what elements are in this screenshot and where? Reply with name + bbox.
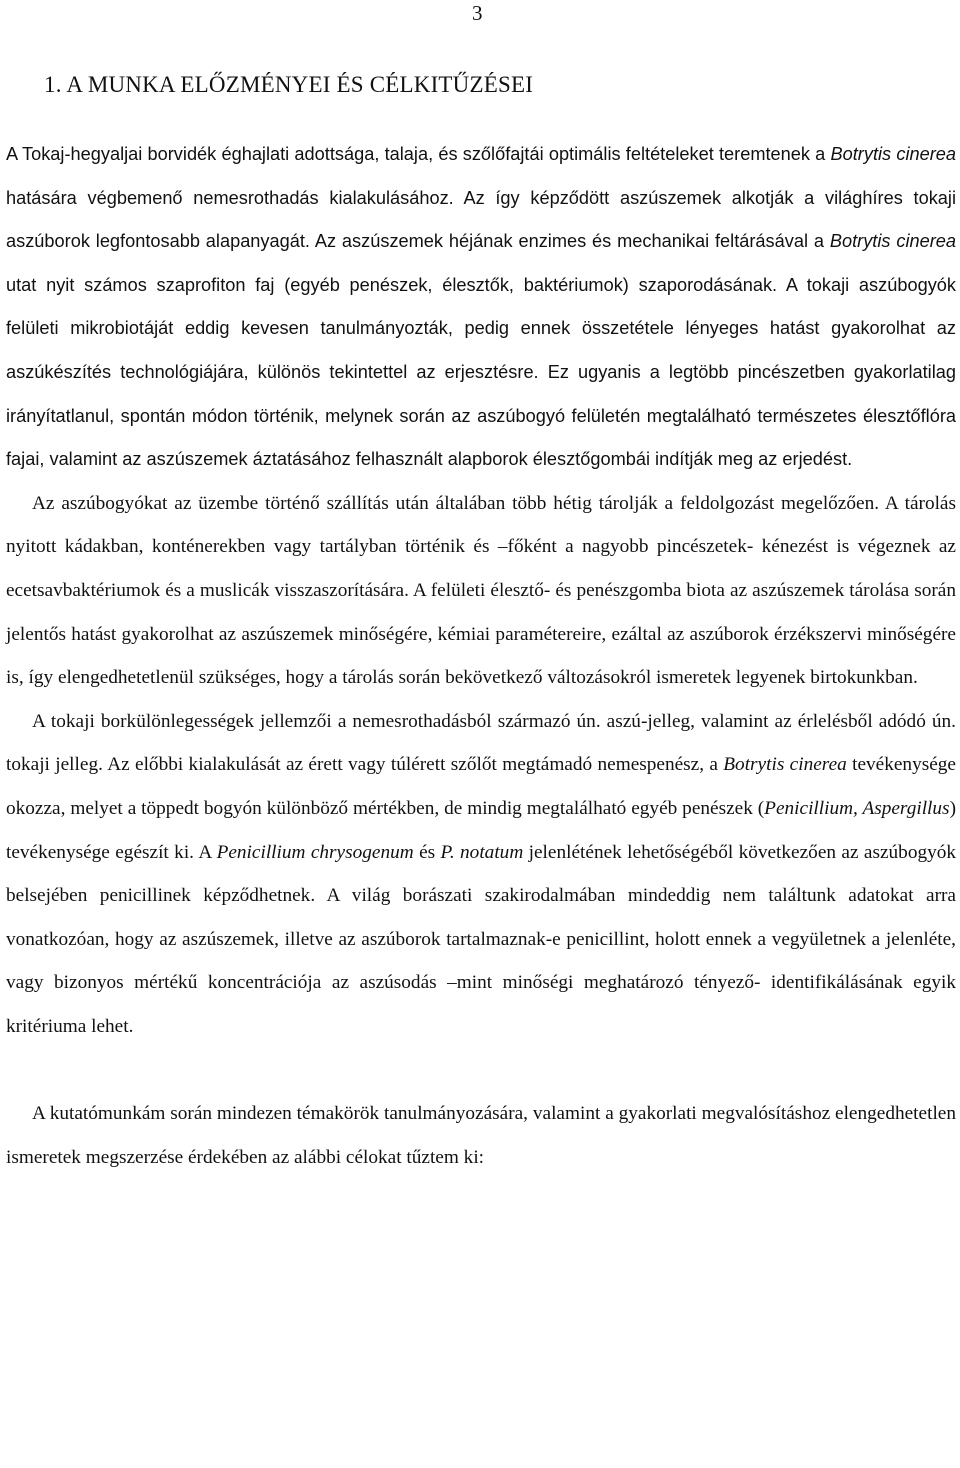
text-segment: Az aszúszemek héjának enzimes és mechanikai feltárásával a — [314, 231, 830, 252]
text-segment: A Tokaj-hegyaljai borvidék éghajlati adottsága, talaja, és szőlőfajtái optimális feltételeket teremtenek a — [6, 144, 831, 164]
text-segment: Az így képződött aszúszemek alkotják a világhíres tokaji aszúborok legfontosabb alapanyagát. — [6, 187, 956, 252]
page-number: 3 — [472, 1, 483, 25]
species-name: Botrytis cinerea — [723, 754, 847, 776]
chapter-title: 1. A MUNKA ELŐZMÉNYEI ÉS CÉLKITŰZÉSEI — [44, 72, 534, 97]
body-text — [6, 133, 956, 1179]
paragraph-4 — [6, 1092, 956, 1179]
species-name: P. notatum — [440, 841, 524, 863]
species-name: Penicillium chrysogenum — [216, 841, 414, 863]
genus-names: Penicillium, Aspergillus — [764, 797, 950, 819]
text-segment: hatására végbemenő nemesrothadás kialakulásához. — [6, 187, 464, 208]
species-name: Botrytis cinerea — [830, 144, 956, 164]
text-segment: Az aszúbogyókat az üzembe történő szállítás után általában több hétig tárolják a feldolgozást megelőzően. — [32, 492, 885, 514]
text-segment: Ez ugyanis a legtöbb pincészetben gyakorlatilag irányítatlanul, spontán módon történik, melynek során az aszúbogyó felületén megtalálható természetes élesztőflóra fajai, valamint az aszúszemek áztatásához felhasznált alapborok élesztőgombái indítják meg az erjedést. — [6, 361, 956, 470]
text-segment: A tokaji aszúbogyók felületi mikrobiotáját eddig kevesen tanulmányozták, pedig ennek összetétele lényeges hatást gyakorolhat az aszúkészítés technológiájára, különös tekintettel az erjesztésre. — [6, 274, 956, 382]
text-segment: Az előbbi kialakulását az érett vagy túlérett szőlőt megtámadó nemespenész, a — [107, 754, 724, 776]
paragraph-2 — [6, 482, 956, 700]
text-segment: ) tevékenysége egészít ki. A — [6, 797, 956, 863]
text-segment: A világ borászati szakirodalmában mindeddig nem találtunk adatokat arra vonatkozóan, hogy az aszúszemek, illetve az aszúborok tartalmaznak-e penicillint, holott ennek a vegyületnek a jelenléte, vagy bizonyos mértékű koncentrációja az aszúsodás –mint minőségi meghatározó tényező- identifikálásának egyik kritériuma lehet. — [6, 885, 956, 1037]
paragraph-1 — [6, 133, 956, 482]
text-segment: A tárolás nyitott kádakban, konténerekben vagy tartályban történik és –főként a nagyobb pincészetek- kénezést is végeznek az ecetsavbaktériumok és a muslicák visszaszorítására. — [6, 492, 956, 601]
text-segment: utat nyit számos szaprofiton faj (egyéb penészek, élesztők, baktériumok) szaporodásának. — [6, 274, 786, 295]
text-segment: A kutatómunkám során mindezen témakörök tanulmányozására, valamint a gyakorlati megvalósításhoz elengedhetetlen ismeretek megszerzése érdekében az alábbi célokat tűztem ki: — [6, 1103, 956, 1168]
text-segment: és — [413, 841, 441, 863]
text-segment: A tokaji borkülönlegességek jellemzői a nemesrothadásból származó ún. aszú-jelleg, valamint az érlelésből adódó ún. tokaji jelleg. — [6, 710, 956, 776]
paragraph-3 — [6, 700, 956, 1049]
text-segment: tevékenysége okozza, melyet a töppedt bogyón különböző mértékben, de mindig megtalálható egyéb penészek ( — [6, 754, 956, 819]
text-segment: A felületi élesztő- és penészgomba biota az aszúszemek tárolása során jelentős hatást gyakorolhat az aszúszemek minőségére, kémiai paramétereire, ezáltal az aszúborok érzékszervi minőségére is, így elengedhetetlenül szükséges, hogy a tárolás során bekövetkező változásokról ismeretek legyenek birtokunkban. — [6, 579, 956, 689]
text-segment: jelenlétének lehetőségéből következően az aszúbogyók belsejében penicillinek képződhetnek. — [6, 841, 957, 907]
species-name: Botrytis cinerea — [829, 231, 956, 252]
